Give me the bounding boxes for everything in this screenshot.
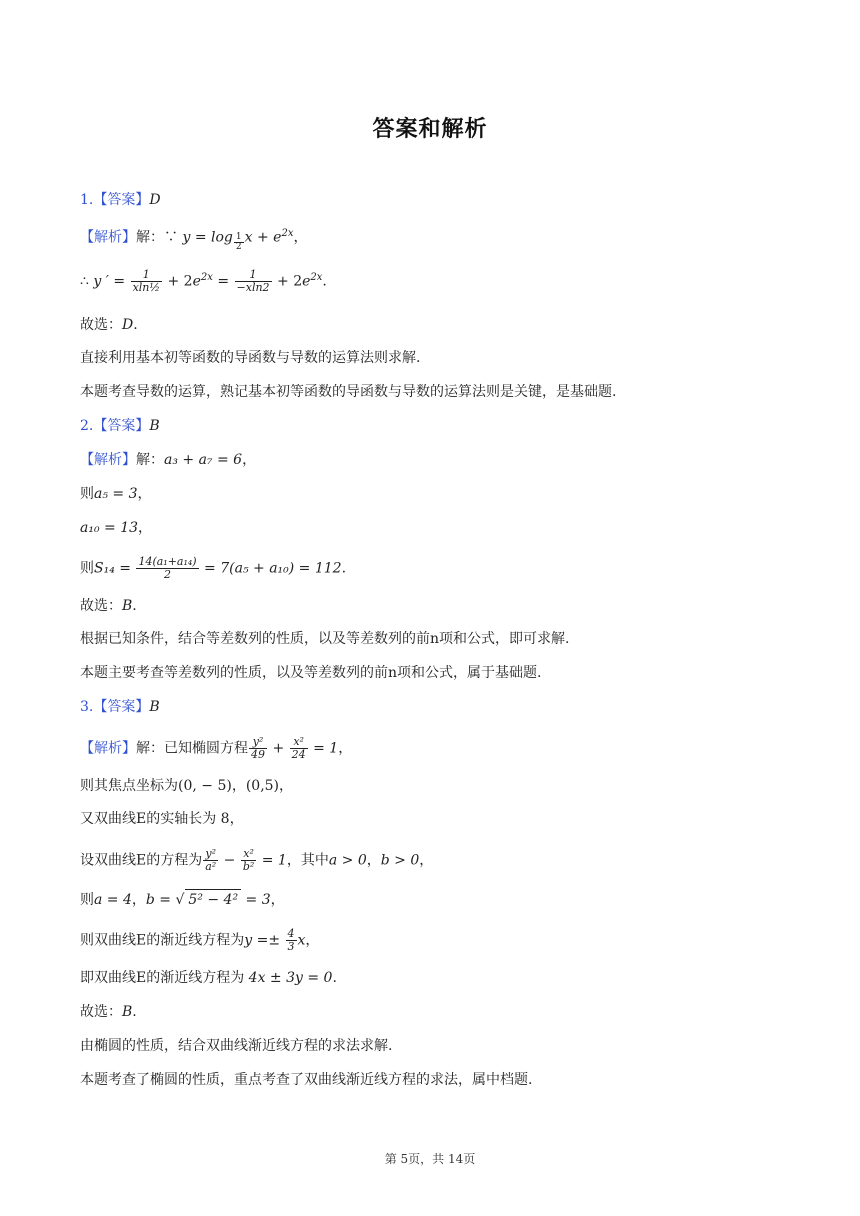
math-exp: 2x [281,228,294,239]
q3-number: 3. [80,699,94,715]
text: 则双曲线E的渐近线方程为 [80,932,245,949]
math-eq: = [113,273,130,290]
q1-solution-prefix: 解： [136,229,164,246]
q3-line-2: 则其焦点坐标为(0, − 5)，(0,5)， [80,778,294,794]
math-exp: 2x [310,272,323,283]
math-plus: + 2 [163,273,193,290]
fraction-num: 1 [131,269,162,282]
fraction-num: 1 [235,269,272,282]
sqrt-content: 5² − 4² [185,889,241,910]
fraction [235,269,272,294]
q1-number: 1. [80,192,94,208]
q3-line-5 [80,889,285,910]
q1-explain-2: 本题考查导数的运算，熟记基本初等函数的导函数与导数的运算法则是关键，是基础题. [80,384,617,400]
log-base-num: 1 [235,232,242,243]
q2-number: 2. [80,418,94,434]
q3-answer-line [80,697,160,717]
text: 则 [80,560,94,577]
q2-explain-1: 根据已知条件，结合等差数列的性质，以及等差数列的前n项和公式，即可求解. [80,631,570,647]
fraction [249,736,267,761]
q3-analysis-line [80,736,352,761]
punct: . [332,970,337,986]
because-symbol: ∵ [164,229,178,246]
math-x: x [244,229,253,246]
text: 则 [80,892,94,908]
choice-letter: B [122,598,133,614]
math-expr: a₃ + a₇ = 6 [164,452,243,468]
punct: ， [293,229,308,246]
fraction-num: x² [290,736,308,749]
math-x: x [297,932,306,949]
math-plus: + [268,740,289,757]
choice-prefix: 故选： [80,1004,122,1020]
punct: . [133,317,138,333]
q2-solution-prefix: 解： [136,452,164,468]
q2-choice-line [80,596,137,616]
punct: ， [305,932,320,949]
q2-line-2 [80,484,152,504]
q3-explain-2: 本题考查了椭圆的性质，重点考查了双曲线渐近线方程的求法，属中档题. [80,1072,533,1088]
punct: ， [138,520,153,536]
math-e: e [273,229,282,246]
q3-line-3: 又双曲线E的实轴长为 8， [80,811,244,827]
math-expr: = 1 [257,852,287,869]
fraction-num: y² [203,848,218,861]
math-expr: b > 0 [380,852,420,869]
math-y: y [182,229,191,246]
math-expr: = 3 [241,892,271,908]
q3-line-4 [80,848,433,873]
q2-answer-value: B [149,418,160,434]
fraction-num: 4 [287,927,295,940]
q1-derivative-line [80,268,327,294]
sqrt-sign: √ [175,892,185,908]
math-plus: + [252,229,274,246]
q1-answer-value: D [149,192,161,208]
q1-choice-line [80,315,138,335]
math-expr: 4x ± 3y = 0 [248,970,333,986]
text: 即双曲线E的渐近线方程为 [80,970,249,986]
fraction [241,848,256,873]
text: ，其中 [286,852,329,869]
math-expr: a₅ = 3 [94,486,138,502]
math-yprime: y ′ [88,273,114,290]
fraction-den: a² [205,860,217,873]
punct: ， [419,852,434,869]
text: 设双曲线E的方程为 [80,852,203,869]
page-title: 答案和解析 [372,117,488,142]
log-base [233,232,245,253]
fraction [290,736,308,761]
punct: ， [366,852,381,869]
fraction-num: 14(a₁+a₁₄) [138,555,197,568]
text: 解：已知椭圆方程 [136,740,248,757]
punct: ， [338,740,353,757]
fraction-den: 49 [251,748,265,761]
page-footer: 第 5页，共 14页 [384,1152,476,1166]
math-expr: y =± [244,932,285,949]
text: 则 [80,486,94,502]
q3-answer-value: B [149,699,160,715]
fraction [286,928,297,953]
choice-prefix: 故选： [80,598,122,614]
math-log: log [211,229,233,246]
fraction-den: 24 [291,748,306,761]
q1-answer-line [80,190,161,210]
q3-line-7 [80,968,337,988]
fraction-den: xln½ [132,281,161,295]
q2-answer-line [80,416,160,436]
q2-analysis-line [80,450,256,470]
math-expr: a₁₀ = 13 [80,520,139,536]
fraction-num: y² [249,736,267,749]
choice-letter: D [122,317,134,333]
choice-letter: B [122,1004,133,1020]
q2-answer-tag: 【答案】 [93,418,150,434]
fraction [131,269,162,294]
punct: . [132,1004,137,1020]
fraction-den: 2 [164,568,172,581]
q1-explain-1: 直接利用基本初等函数的导函数与导数的运算法则求解. [80,350,421,366]
q2-line-3 [80,518,152,538]
math-expr: a = 4 [94,892,132,908]
math-e: e [302,273,311,290]
math-minus: − [219,852,240,869]
q2-explain-2: 本题主要考查等差数列的性质，以及等差数列的前n项和公式，属于基础题. [80,665,542,681]
math-eq: = [212,273,234,290]
math-expr: a > 0 [328,852,367,869]
q3-explain-1: 由椭圆的性质，结合双曲线渐近线方程的求法求解. [80,1038,393,1054]
punct: . [132,598,137,614]
punct: . [341,560,347,577]
q3-choice-line [80,1002,137,1022]
punct: . [322,273,327,290]
fraction-den: b² [242,860,255,873]
math-expr: b = [145,892,176,908]
q1-analysis-tag: 【解析】 [80,229,136,246]
therefore-symbol: ∴ [80,273,89,290]
q3-line-6 [80,928,319,953]
punct: ， [137,486,152,502]
punct: ， [242,452,257,468]
math-expr: S₁₄ = [94,560,136,577]
math-expr: = 1 [308,740,339,757]
q2-analysis-tag: 【解析】 [80,452,136,468]
fraction-num: x² [241,848,256,861]
punct: ， [270,892,285,908]
fraction-den: 3 [287,940,295,953]
q1-answer-tag: 【答案】 [93,192,150,208]
log-base-den: 2 [235,242,242,253]
q2-line-4 [80,556,346,581]
fraction [136,556,198,581]
q1-analysis-line [80,224,307,253]
punct: ， [131,892,146,908]
fraction-den: −xln2 [236,281,270,295]
q3-analysis-tag: 【解析】 [80,740,136,757]
math-exp: 2x [200,272,213,283]
fraction [203,848,218,873]
q3-answer-tag: 【答案】 [93,699,150,715]
math-plus: + 2 [272,273,303,290]
math-expr: = 7(a₅ + a₁₀) = 112 [199,560,342,577]
choice-prefix: 故选： [80,317,122,333]
math-eq: = [190,229,212,246]
math-e: e [192,273,201,290]
